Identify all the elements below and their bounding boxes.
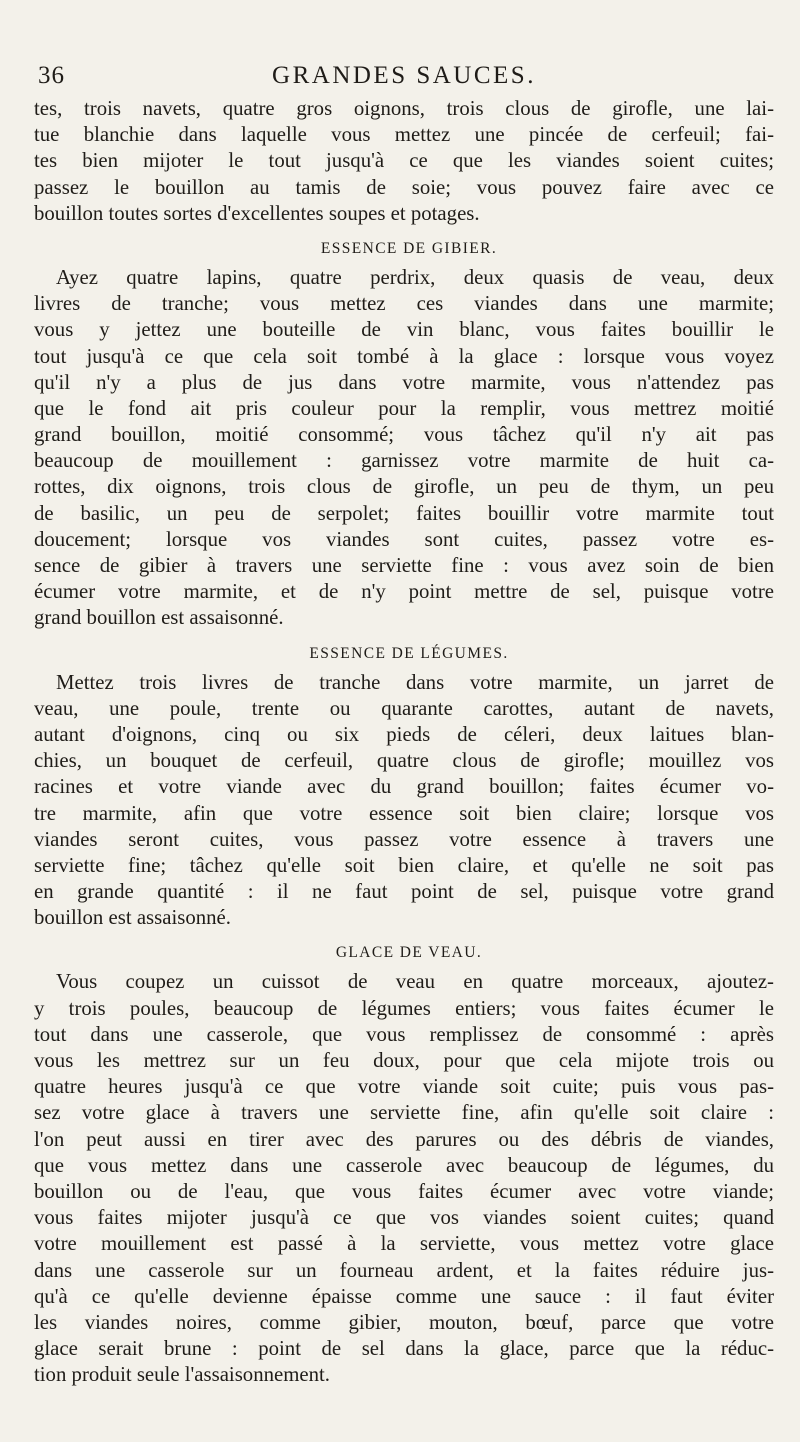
text-line: passez le bouillon au tamis de soie; vous pouvez faire avec ce: [34, 175, 774, 199]
text-line: y trois poules, beaucoup de légumes entiers; vous faites écumer le: [34, 996, 774, 1020]
text-line: de basilic, un peu de serpolet; faites bouillir votre marmite tout: [34, 501, 774, 525]
text-line: quatre heures jusqu'à ce que votre viande soit cuite; puis vous pas-: [34, 1075, 774, 1099]
section-heading-glace-veau: GLACE DE VEAU.: [335, 944, 483, 962]
text-line: chies, un bouquet de cerfeuil, quatre clous de girofle; mouillez vos: [34, 749, 774, 773]
text-line: tion produit seule l'assaisonnement.: [34, 1363, 331, 1387]
paragraph-potage-continued: [34, 96, 774, 227]
text-line: écumer votre marmite, et de n'y point mettre de sel, puisque votre: [34, 580, 774, 604]
text-line: Mettez trois livres de tranche dans votre marmite, un jarret de: [56, 670, 774, 694]
text-line: serviette fine; tâchez qu'elle soit bien claire, et qu'elle ne soit pas: [34, 853, 774, 877]
paragraph-glace-veau: [34, 969, 774, 1388]
body-text: [34, 96, 774, 1388]
text-line: bouillon est assaisonné.: [34, 906, 231, 930]
text-line: tue blanchie dans laquelle vous mettez une pincée de cerfeuil; fai-: [34, 123, 774, 147]
section-heading-essence-gibier: ESSENCE DE GIBIER.: [320, 239, 498, 257]
text-line: bouillon toutes sortes d'excellentes soupes et potages.: [34, 201, 480, 225]
running-title: GRANDES SAUCES.: [272, 62, 536, 89]
page-number: 36: [38, 62, 65, 89]
text-line: tout jusqu'à ce que cela soit tombé à la glace : lorsque vous voyez: [34, 344, 774, 368]
text-line: tre marmite, afin que votre essence soit bien claire; lorsque vos: [34, 801, 774, 825]
text-line: tes bien mijoter le tout jusqu'à ce que les viandes soient cuites;: [34, 149, 774, 173]
text-line: vous les mettrez sur un feu doux, pour que cela mijote trois ou: [34, 1049, 774, 1072]
text-line: vous faites mijoter jusqu'à ce que vos viandes soient cuites; quand: [34, 1206, 774, 1230]
text-line: qu'il n'y a plus de jus dans votre marmite, vous n'attendez pas: [34, 370, 774, 394]
text-line: dans une casserole sur un fourneau ardent, et la faites réduire jus-: [34, 1258, 774, 1282]
text-line: qu'à ce qu'elle devienne épaisse comme une sauce : il faut éviter: [34, 1284, 774, 1308]
running-head: [34, 50, 774, 94]
text-line: les viandes noires, comme gibier, mouton, bœuf, parce que votre: [34, 1310, 774, 1334]
text-line: rottes, dix oignons, trois clous de girofle, un peu de thym, un peu: [34, 475, 774, 499]
text-line: tes, trois navets, quatre gros oignons, trois clous de girofle, une lai-: [34, 97, 774, 120]
text-line: vous y jettez une bouteille de vin blanc, vous faites bouillir le: [34, 318, 774, 342]
text-line: en grande quantité : il ne faut point de sel, puisque votre grand: [34, 880, 774, 904]
text-line: sez votre glace à travers une serviette fine, afin qu'elle soit claire :: [34, 1101, 774, 1125]
text-line: racines et votre viande avec du grand bouillon; faites écumer vo-: [34, 775, 774, 799]
text-line: bouillon ou de l'eau, que vous faites écumer avec votre viande;: [34, 1179, 774, 1203]
text-line: veau, une poule, trente ou quarante carottes, autant de navets,: [34, 696, 774, 720]
text-line: l'on peut aussi en tirer avec des parures ou des débris de viandes,: [34, 1127, 774, 1151]
section-heading-essence-legumes: ESSENCE DE LÉGUMES.: [309, 644, 509, 662]
text-line: glace serait brune : point de sel dans la glace, parce que la réduc-: [34, 1337, 774, 1361]
text-line: grand bouillon est assaisonné.: [34, 606, 284, 630]
text-line: viandes seront cuites, vous passez votre essence à travers une: [34, 827, 774, 851]
text-line: doucement; lorsque vos viandes sont cuites, passez votre es-: [34, 527, 774, 551]
text-line: beaucoup de mouillement : garnissez votre marmite de huit ca-: [34, 449, 774, 473]
text-line: que vous mettez dans une casserole avec beaucoup de légumes, du: [34, 1153, 774, 1177]
text-line: grand bouillon, moitié consommé; vous tâchez qu'il n'y ait pas: [34, 423, 774, 447]
text-line: livres de tranche; vous mettez ces viandes dans une marmite;: [34, 292, 774, 316]
text-line: Vous coupez un cuissot de veau en quatre morceaux, ajoutez-: [56, 970, 774, 994]
text-line: autant d'oignons, cinq ou six pieds de céleri, deux laitues blan-: [34, 722, 774, 746]
text-line: sence de gibier à travers une serviette fine : vous avez soin de bien: [34, 554, 774, 577]
text-line: votre mouillement est passé à la serviette, vous mettez votre glace: [34, 1232, 774, 1256]
text-line: tout dans une casserole, que vous remplissez de consommé : après: [34, 1022, 774, 1046]
paragraph-essence-legumes: [34, 670, 774, 932]
text-line: Ayez quatre lapins, quatre perdrix, deux quasis de veau, deux: [56, 265, 774, 289]
text-line: que le fond ait pris couleur pour la remplir, vous mettrez moitié: [34, 396, 774, 420]
paragraph-essence-gibier: [34, 265, 774, 632]
